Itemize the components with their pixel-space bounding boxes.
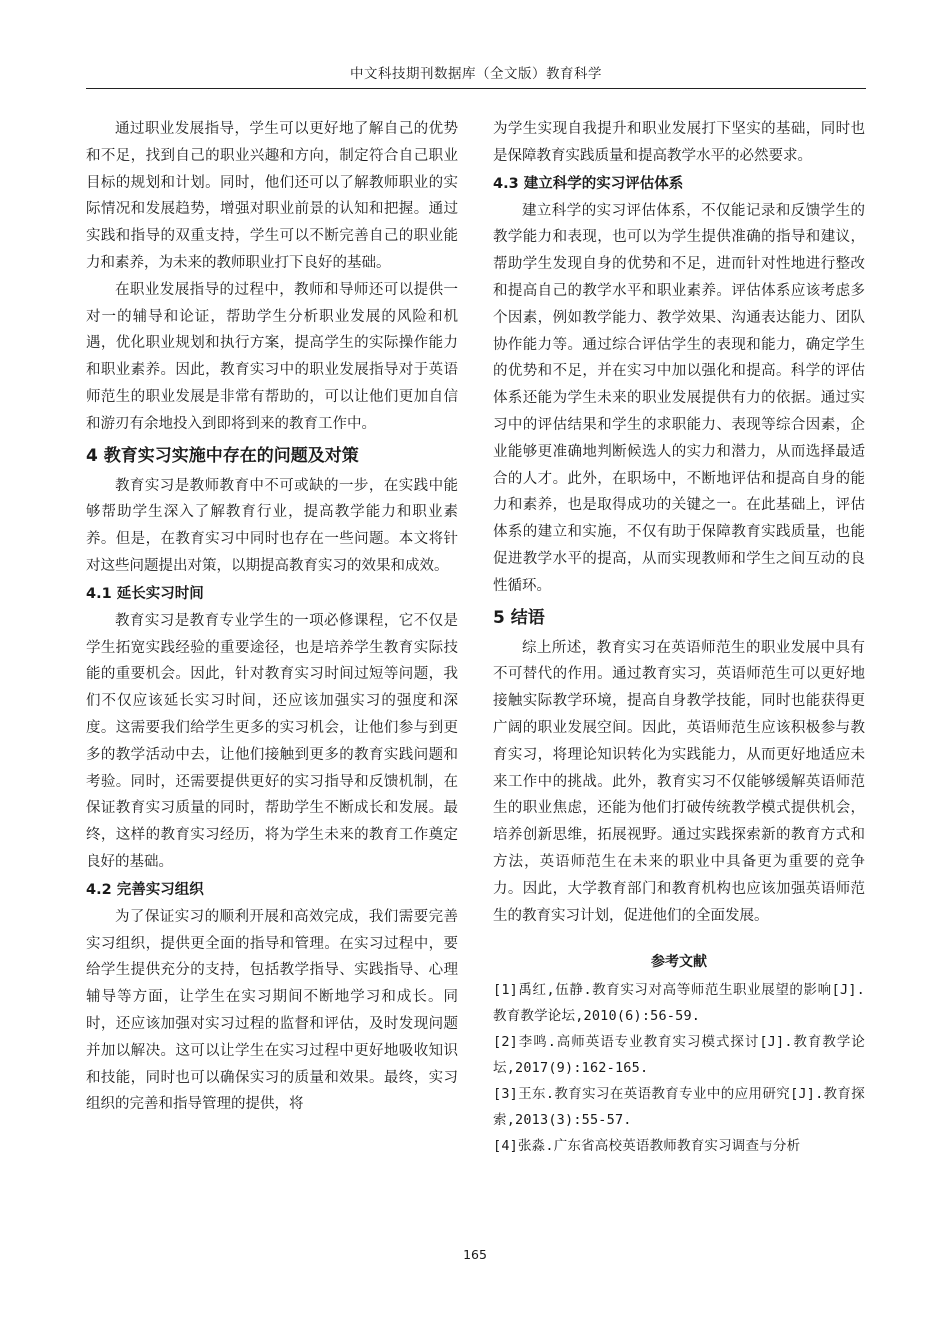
page-number: 165 <box>463 1247 487 1262</box>
reference-item: [4]张淼.广东省高校英语教师教育实习调查与分析 <box>493 1138 801 1155</box>
section-5-text: 综上所述，教育实习在英语师范生的职业发展中具有不可替代的作用。通过教育实习，英语师范生可以更好地接触实际教学环境，提高自身教学技能，同时也能获得更广阔的职业发展空间。因此，英语师范生应该积极参与教育实习，将理论知识转化为实践能力，从而更好地适应未来工作中的挑战。此外，教育实习不仅能够缓解英语师范生的职业焦虑，还能为他们打破传统教学模式提供机会，培养创新思维，拓展视野。通过实践探索新的教育方式和方法，英语师范生在未来的职业中具备更为重要的竞争力。因此，大学教育部门和教育机构也应该加强英语师范生的教育实习计划，促进他们的全面发展。 <box>493 639 865 924</box>
section-4-2-heading: 4.2 完善实习组织 <box>86 881 204 898</box>
left-column <box>86 116 458 1118</box>
references-title: 参考文献 <box>651 954 707 971</box>
section-5-heading: 5 结语 <box>493 607 545 628</box>
reference-item: [2]李鸣.高师英语专业教育实习模式探讨[J].教育教学论坛,2017(9):162-165. <box>493 1034 865 1077</box>
running-header: 中文科技期刊数据库（全文版）教育科学 <box>350 66 602 82</box>
paragraph-career-guidance: 通过职业发展指导，学生可以更好地了解自己的优势和不足，找到自己的职业兴趣和方向，制定符合自己职业目标的规划和计划。同时，他们还可以了解教师职业的实际情况和发展趋势，增强对职业前景的认知和把握。通过实践和指导的双重支持，学生可以不断完善自己的职业能力和素养，为未来的教师职业打下良好的基础。 <box>86 121 458 271</box>
section-4-1-text: 教育实习是教育专业学生的一项必修课程，它不仅是学生拓宽实践经验的重要途径，也是培养学生教育实际技能的重要机会。因此，针对教育实习时间过短等问题，我们不仅应该延长实习时间，还应该加强实习的强度和深度。这需要我们给学生更多的实习机会，让他们参与到更多的教学活动中去，让他们接触到更多的教育实践问题和考验。同时，还需要提供更好的实习指导和反馈机制，在保证教育实习质量的同时，帮助学生不断成长和发展。最终，这样的教育实习经历，将为学生未来的教育工作奠定良好的基础。 <box>86 612 458 870</box>
right-column <box>493 116 865 1159</box>
section-4-1-heading: 4.1 延长实习时间 <box>86 585 204 602</box>
section-4-2-continuation: 为学生实现自我提升和职业发展打下坚实的基础，同时也是保障教育实践质量和提高教学水平的必然要求。 <box>493 121 865 164</box>
section-4-3-heading: 4.3 建立科学的实习评估体系 <box>493 175 684 192</box>
section-4-heading: 4 教育实习实施中存在的问题及对策 <box>86 445 359 466</box>
reference-item: [3]王东.教育实习在英语教育专业中的应用研究[J].教育探索,2013(3):55-57. <box>493 1086 865 1129</box>
section-4-2-text: 为了保证实习的顺利开展和高效完成，我们需要完善实习组织，提供更全面的指导和管理。在实习过程中，要给学生提供充分的支持，包括教学指导、实践指导、心理辅导等方面，让学生在实习期间不断地学习和成长。同时，还应该加强对实习过程的监督和评估，及时发现问题并加以解决。这可以让学生在实习过程中更好地吸收知识和技能，同时也可以确保实习的质量和效果。最终，实习组织的完善和指导管理的提供，将 <box>86 908 458 1113</box>
header-divider <box>86 88 866 89</box>
section-4-3-text: 建立科学的实习评估体系，不仅能记录和反馈学生的教学能力和表现，也可以为学生提供准确的指导和建议，帮助学生发现自身的优势和不足，进而针对性地进行整改和提高自己的教学水平和职业素养。评估体系应该考虑多个因素，例如教学能力、教学效果、沟通表达能力、团队协作能力等。通过综合评估学生的表现和能力，确定学生的优势和不足，并在实习中加以强化和提高。科学的评估体系还能为学生未来的职业发展提供有力的依据。通过实习中的评估结果和学生的求职能力、表现等综合因素，企业能够更准确地判断候选人的实力和潜力，从而选择最适合的人才。此外，在职场中，不断地评估和提高自身的能力和素养，也是取得成功的关键之一。在此基础上，评估体系的建立和实施，不仅有助于保障教育实践质量，也能促进教学水平的提高，从而实现教师和学生之间互动的良性循环。 <box>493 202 865 594</box>
section-4-intro: 教育实习是教师教育中不可或缺的一步，在实践中能够帮助学生深入了解教育行业，提高教学能力和职业素养。但是，在教育实习中同时也存在一些问题。本文将针对这些问题提出对策，以期提高教育实习的效果和成效。 <box>86 477 458 574</box>
paragraph-mentor-support: 在职业发展指导的过程中，教师和导师还可以提供一对一的辅导和论证，帮助学生分析职业发展的风险和机遇，优化职业规划和执行方案，提高学生的实际操作能力和职业素养。因此，教育实习中的职业发展指导对于英语师范生的职业发展是非常有帮助的，可以让他们更加自信和游刃有余地投入到即将到来的教育工作中。 <box>86 281 458 432</box>
reference-item: [1]禹红,伍静.教育实习对高等师范生职业展望的影响[J].教育教学论坛,2010(6):56-59. <box>493 982 865 1025</box>
